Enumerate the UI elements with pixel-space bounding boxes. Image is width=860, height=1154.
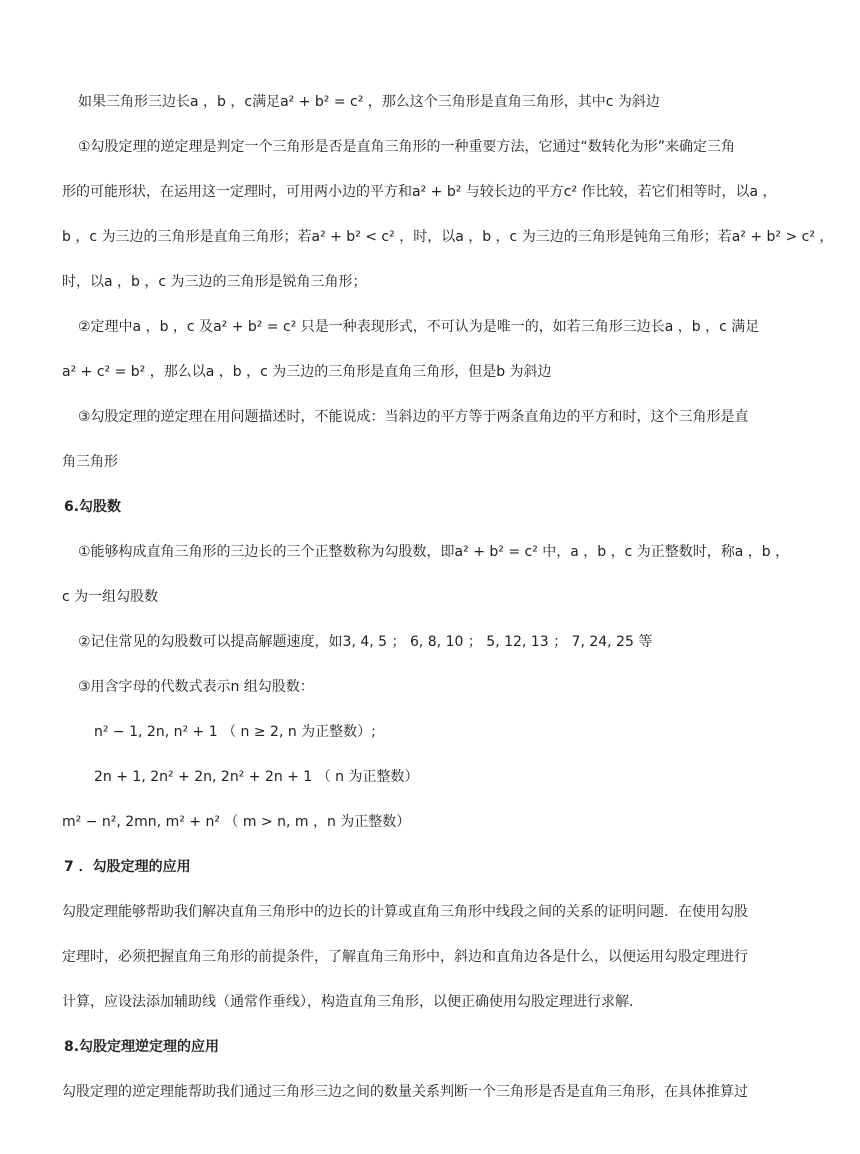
formula-line: m² − n², 2mn, m² + n² （ m > n, m ，n 为正整数） [62, 814, 411, 830]
formula-line: n² − 1, 2n, n² + 1 （ n ≥ 2, n 为正整数）; [94, 724, 376, 740]
paragraph-line: 定理时，必须把握直角三角形的前提条件，了解直角三角形中，斜边和直角边各是什么，以便运用勾股定理进行 [62, 949, 748, 965]
paragraph-line: a² + c² = b² ，那么以a ，b ，c 为三边的三角形是直角三角形，但是b 为斜边 [62, 364, 552, 380]
paragraph-line: b ，c 为三边的三角形是直角三角形；若a² + b² < c² ，时，以a ，b ，c 为三边的三角形是钝角三角形；若a² + b² > c² ， [62, 229, 834, 245]
paragraph-line: ③用含字母的代数式表示n 组勾股数： [78, 679, 314, 695]
section-heading-8: 8.勾股定理逆定理的应用 [64, 1039, 220, 1055]
paragraph-line: 计算，应设法添加辅助线（通常作垂线），构造直角三角形，以便正确使用勾股定理进行求解． [62, 994, 643, 1010]
paragraph-line: 勾股定理能够帮助我们解决直角三角形中的边长的计算或直角三角形中线段之间的关系的证明问题．在使用勾股 [62, 904, 748, 920]
paragraph-line: 角三角形 [62, 454, 118, 470]
formula-line: 2n + 1, 2n² + 2n, 2n² + 2n + 1 （ n 为正整数） [94, 769, 419, 785]
paragraph-line: 形的可能形状，在运用这一定理时，可用两小边的平方和a² + b² 与较长边的平方c² 作比较，若它们相等时，以a ， [62, 184, 777, 200]
paragraph-line: ②记住常见的勾股数可以提高解题速度，如3, 4, 5 ； 6, 8, 10 ； 5, 12, 13 ； 7, 24, 25 等 [78, 634, 653, 650]
paragraph-line: 时，以a ，b ，c 为三边的三角形是锐角三角形； [62, 274, 367, 290]
paragraph-line: ③勾股定理的逆定理在用问题描述时，不能说成：当斜边的平方等于两条直角边的平方和时，这个三角形是直 [78, 409, 749, 425]
paragraph-line: ②定理中a ，b ，c 及a² + b² = c² 只是一种表现形式，不可认为是唯一的，如若三角形三边长a ，b ，c 满足 [78, 319, 760, 335]
paragraph-line: ①勾股定理的逆定理是判定一个三角形是否是直角三角形的一种重要方法，它通过“数转化为形”来确定三角 [78, 139, 736, 155]
paragraph-line: ①能够构成直角三角形的三边长的三个正整数称为勾股数，即a² + b² = c² 中，a ，b ，c 为正整数时，称a ，b ， [78, 544, 790, 560]
section-heading-6: 6.勾股数 [64, 499, 122, 515]
paragraph-line: c 为一组勾股数 [62, 589, 159, 605]
paragraph-line: 勾股定理的逆定理能帮助我们通过三角形三边之间的数量关系判断一个三角形是否是直角三角形，在具体推算过 [62, 1084, 748, 1100]
section-heading-7: 7 ．勾股定理的应用 [64, 859, 191, 875]
theorem-converse-statement: 如果三角形三边长a ，b ，c满足a² + b² = c² ，那么这个三角形是直角三角形，其中c 为斜边 [78, 94, 660, 110]
